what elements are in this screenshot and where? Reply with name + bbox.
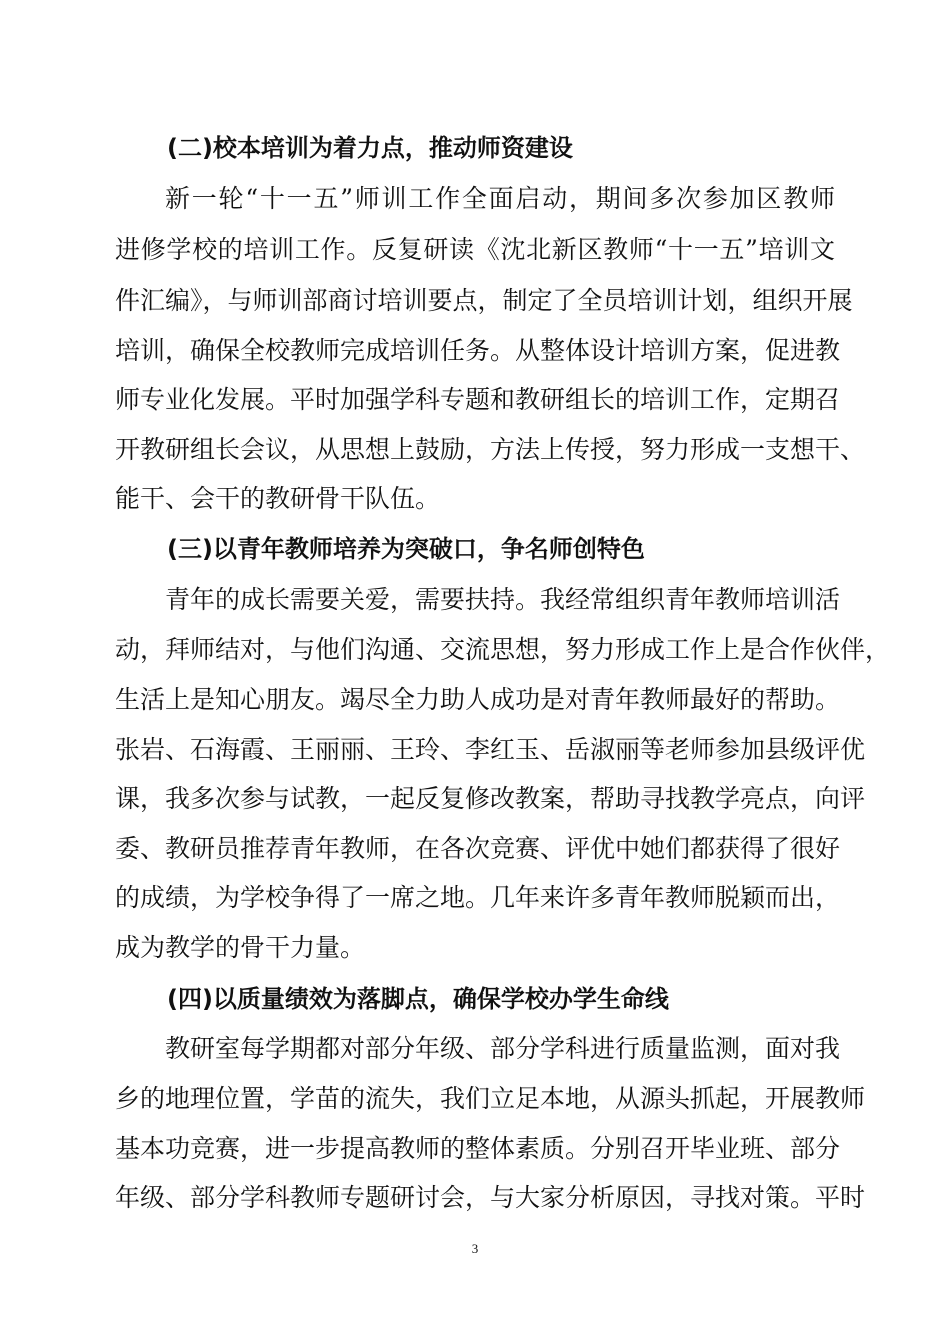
section-heading: (四)以质量绩效为落脚点，确保学校办学生命线 bbox=[167, 985, 669, 1013]
paragraph-line: 师专业化发展。平时加强学科专题和教研组长的培训工作，定期召 bbox=[115, 385, 841, 414]
section-heading: (三)以青年教师培养为突破口，争名师创特色 bbox=[167, 535, 645, 563]
paragraph-line: 生活上是知心朋友。竭尽全力助人成功是对青年教师最好的帮助。 bbox=[115, 685, 841, 714]
paragraph-line: 课，我多次参与试教，一起反复修改教案，帮助寻找教学亮点，向评 bbox=[115, 784, 866, 813]
paragraph-line: 新一轮“十一五”师训工作全面启动，期间多次参加区教师 bbox=[165, 184, 835, 213]
paragraph-line: 开教研组长会议，从思想上鼓励，方法上传授，努力形成一支想干、 bbox=[115, 435, 866, 464]
paragraph-line: 青年的成长需要关爱，需要扶持。我经常组织青年教师培训活 bbox=[165, 585, 841, 614]
paragraph-line: 的成绩，为学校争得了一席之地。几年来许多青年教师脱颖而出， bbox=[115, 883, 841, 912]
page-number: 3 bbox=[471, 1241, 479, 1256]
paragraph-line: 能干、会干的教研骨干队伍。 bbox=[115, 484, 441, 513]
section-heading: (二)校本培训为着力点，推动师资建设 bbox=[167, 134, 573, 162]
paragraph-line: 动，拜师结对，与他们沟通、交流思想，努力形成工作上是合作伙伴， bbox=[115, 635, 891, 664]
paragraph-line: 件汇编》，与师训部商讨培训要点，制定了全员培训计划，组织开展 bbox=[115, 286, 853, 315]
paragraph-line: 年级、部分学科教师专题研讨会，与大家分析原因，寻找对策。平时 bbox=[115, 1183, 866, 1212]
paragraph-line: 培训，确保全校教师完成培训任务。从整体设计培训方案，促进教 bbox=[115, 336, 841, 365]
paragraph-line: 乡的地理位置，学苗的流失，我们立足本地，从源头抓起，开展教师 bbox=[115, 1084, 866, 1113]
paragraph-line: 委、教研员推荐青年教师，在各次竞赛、评优中她们都获得了很好 bbox=[115, 834, 841, 863]
paragraph-line: 进修学校的培训工作。反复研读《沈北新区教师“十一五”培训文 bbox=[115, 235, 835, 264]
paragraph-line: 张岩、石海霞、王丽丽、王玲、李红玉、岳淑丽等老师参加县级评优 bbox=[115, 735, 866, 764]
paragraph-line: 教研室每学期都对部分年级、部分学科进行质量监测，面对我 bbox=[165, 1034, 841, 1063]
paragraph-line: 成为教学的骨干力量。 bbox=[115, 933, 366, 962]
paragraph-line: 基本功竞赛，进一步提高教师的整体素质。分别召开毕业班、部分 bbox=[115, 1134, 841, 1163]
